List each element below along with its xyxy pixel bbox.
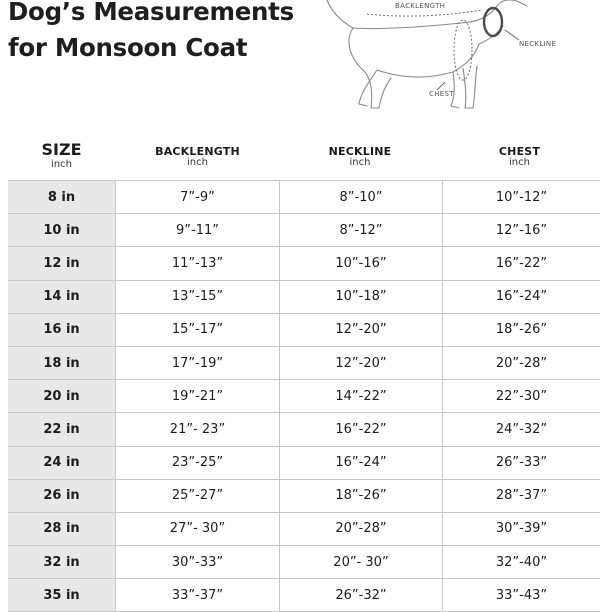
header-size [8,140,115,170]
size-cell: 10 in [8,214,116,247]
size-cell: 16 in [8,313,116,346]
page-title [8,0,294,66]
chest-cell: 20”-28” [443,346,600,379]
table-row [8,380,600,413]
size-cell: 18 in [8,346,116,379]
backlength-cell: 11”-13” [116,247,280,280]
dog-rear-leg [349,28,391,108]
dog-tail [327,0,353,28]
size-chart-table [8,180,600,612]
header-neckline-label: NECKLINE [279,146,441,158]
size-cell: 32 in [8,546,116,579]
size-cell: 14 in [8,280,116,313]
chest-cell: 10”-12” [443,181,600,214]
size-cell: 20 in [8,380,116,413]
chest-cell: 26”-33” [443,446,600,479]
neckline-cell: 12”-20” [280,346,443,379]
neckline-cell: 10”-18” [280,280,443,313]
backlength-cell: 23”-25” [116,446,280,479]
neckline-cell: 26”-32” [280,579,443,612]
size-cell: 26 in [8,479,116,512]
table-row [8,579,600,612]
table-header [8,140,596,176]
backlength-line [367,10,483,16]
size-cell: 28 in [8,512,116,545]
header-neckline [279,146,441,168]
backlength-cell: 25”-27” [116,479,280,512]
chest-cell: 30”-39” [443,512,600,545]
backlength-cell: 13”-15” [116,280,280,313]
header-chest-label: CHEST [441,146,598,158]
dog-front-leg [463,66,477,108]
chest-cell: 12”-16” [443,214,600,247]
chest-cell: 18”-26” [443,313,600,346]
table-row [8,346,600,379]
neckline-cell: 10”-16” [280,247,443,280]
header-neckline-unit: inch [279,158,441,168]
header-chest-unit: inch [441,158,598,168]
table-row [8,546,600,579]
chest-cell: 16”-24” [443,280,600,313]
backlength-cell: 9”-11” [116,214,280,247]
neckline-cell: 20”- 30” [280,546,443,579]
neck-loop [484,8,502,36]
neckline-cell: 16”-22” [280,413,443,446]
neckline-cell: 16”-24” [280,446,443,479]
backlength-cell: 15”-17” [116,313,280,346]
header-size-label: SIZE [8,140,115,160]
backlength-cell: 27”- 30” [116,512,280,545]
neckline-cell: 14”-22” [280,380,443,413]
backlength-cell: 19”-21” [116,380,280,413]
chest-cell: 22”-30” [443,380,600,413]
size-cell: 24 in [8,446,116,479]
title-line-2: for Monsoon Coat [8,30,294,66]
neckline-cell: 12”-20” [280,313,443,346]
backlength-cell: 21”- 23” [116,413,280,446]
size-cell: 12 in [8,247,116,280]
backlength-cell: 30”-33” [116,546,280,579]
header-backlength-unit: inch [116,158,279,168]
neckline-cell: 8”-10” [280,181,443,214]
table-row [8,446,600,479]
backlength-cell: 33”-37” [116,579,280,612]
table-row [8,479,600,512]
neckline-label: NECKLINE [519,40,556,48]
size-cell: 35 in [8,579,116,612]
chest-label: CHEST [429,90,454,98]
table-row [8,181,600,214]
chest-cell: 33”-43” [443,579,600,612]
table-row [8,413,600,446]
size-cell: 8 in [8,181,116,214]
neckline-cell: 20”-28” [280,512,443,545]
header-size-unit: inch [8,160,115,170]
header-backlength [116,146,279,168]
chest-cell: 28”-37” [443,479,600,512]
neckline-cell: 8”-12” [280,214,443,247]
header-chest [441,146,598,168]
backlength-label: BACKLENGTH [395,2,445,10]
size-cell: 22 in [8,413,116,446]
table-row [8,247,600,280]
dog-head [497,0,527,6]
dog-measurement-diagram [305,0,595,118]
backlength-cell: 17”-19” [116,346,280,379]
table-row [8,280,600,313]
chest-cell: 24”-32” [443,413,600,446]
table-row [8,313,600,346]
chest-cell: 16”-22” [443,247,600,280]
neckline-cell: 18”-26” [280,479,443,512]
neckline-pointer [505,30,519,40]
header-backlength-label: BACKLENGTH [116,146,279,158]
table-row [8,512,600,545]
backlength-cell: 7”-9” [116,181,280,214]
chest-pointer [437,82,445,90]
dog-rear-leg-inner [359,70,377,106]
table-row [8,214,600,247]
title-line-1: Dog’s Measurements [8,0,294,30]
chest-cell: 32”-40” [443,546,600,579]
